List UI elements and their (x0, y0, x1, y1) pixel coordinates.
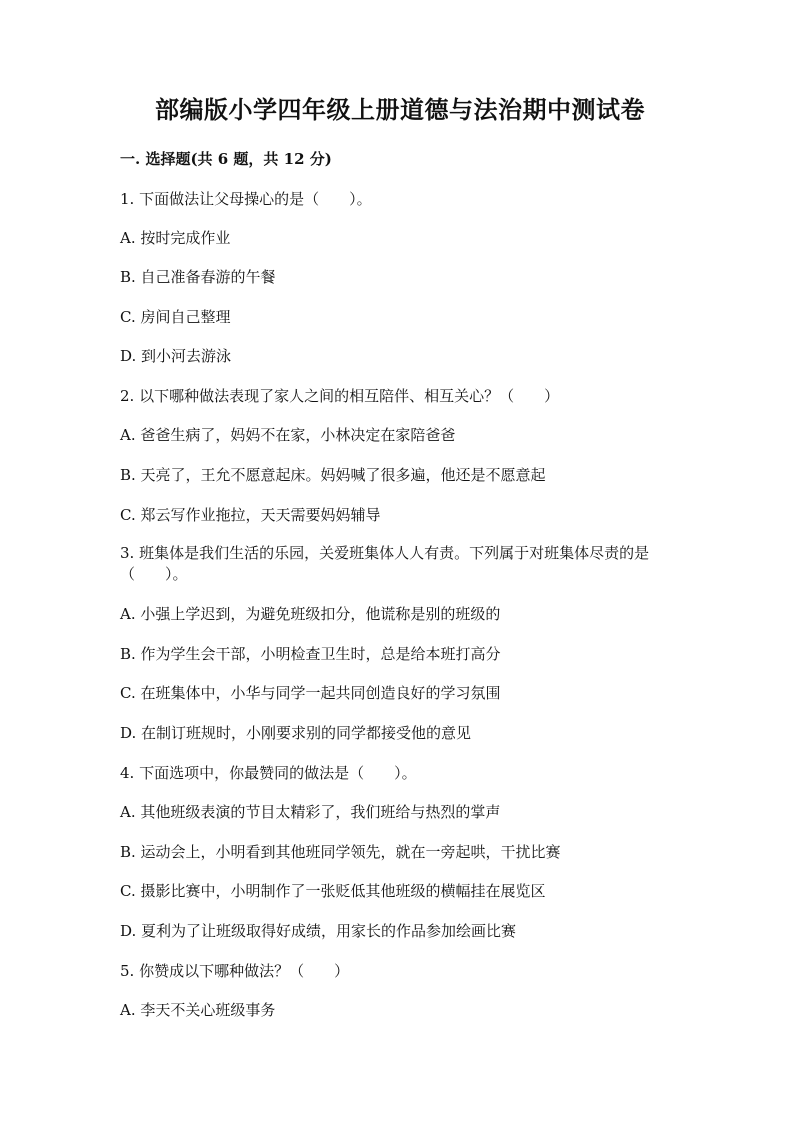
question-4-option-b: B. 运动会上，小明看到其他班同学领先，就在一旁起哄，干扰比赛 (120, 843, 561, 861)
section-heading: 一. 选择题(共 6 题，共 12 分) (120, 150, 332, 168)
question-1-option-d: D. 到小河去游泳 (120, 347, 232, 365)
question-3-option-d: D. 在制订班规时，小刚要求别的同学都接受他的意见 (120, 724, 472, 742)
question-3-stem: 3. 班集体是我们生活的乐园，关爱班集体人人有责。下列属于对班集体尽责的是（ ）。 (120, 544, 650, 583)
question-3-option-b: B. 作为学生会干部，小明检查卫生时，总是给本班打高分 (120, 645, 501, 663)
question-5-stem: 5. 你赞成以下哪种做法？（ ） (120, 962, 350, 980)
page-title: 部编版小学四年级上册道德与法治期中测试卷 (155, 95, 645, 124)
question-1-option-c: C. 房间自己整理 (120, 308, 231, 326)
question-2-option-b: B. 天亮了，王允不愿意起床。妈妈喊了很多遍，他还是不愿意起 (120, 466, 546, 484)
question-3-option-c: C. 在班集体中，小华与同学一起共同创造良好的学习氛围 (120, 684, 501, 702)
question-1-option-a: A. 按时完成作业 (120, 229, 231, 247)
question-2-option-a: A. 爸爸生病了，妈妈不在家，小林决定在家陪爸爸 (120, 426, 456, 444)
question-1-option-b: B. 自己准备春游的午餐 (120, 268, 276, 286)
question-4-option-c: C. 摄影比赛中，小明制作了一张贬低其他班级的横幅挂在展览区 (120, 882, 546, 900)
question-4-option-a: A. 其他班级表演的节目太精彩了，我们班给与热烈的掌声 (120, 803, 501, 821)
question-4-option-d: D. 夏利为了让班级取得好成绩，用家长的作品参加绘画比赛 (120, 922, 517, 940)
question-1-stem: 1. 下面做法让父母操心的是（ ）。 (120, 190, 372, 208)
question-2-option-c: C. 郑云写作业拖拉，天天需要妈妈辅导 (120, 506, 381, 524)
question-4-stem: 4. 下面选项中，你最赞同的做法是（ ）。 (120, 764, 417, 782)
question-3-option-a: A. 小强上学迟到，为避免班级扣分，他谎称是别的班级的 (120, 605, 501, 623)
question-2-stem: 2. 以下哪种做法表现了家人之间的相互陪伴、相互关心？（ ） (120, 387, 560, 405)
question-5-option-a: A. 李天不关心班级事务 (120, 1001, 276, 1019)
